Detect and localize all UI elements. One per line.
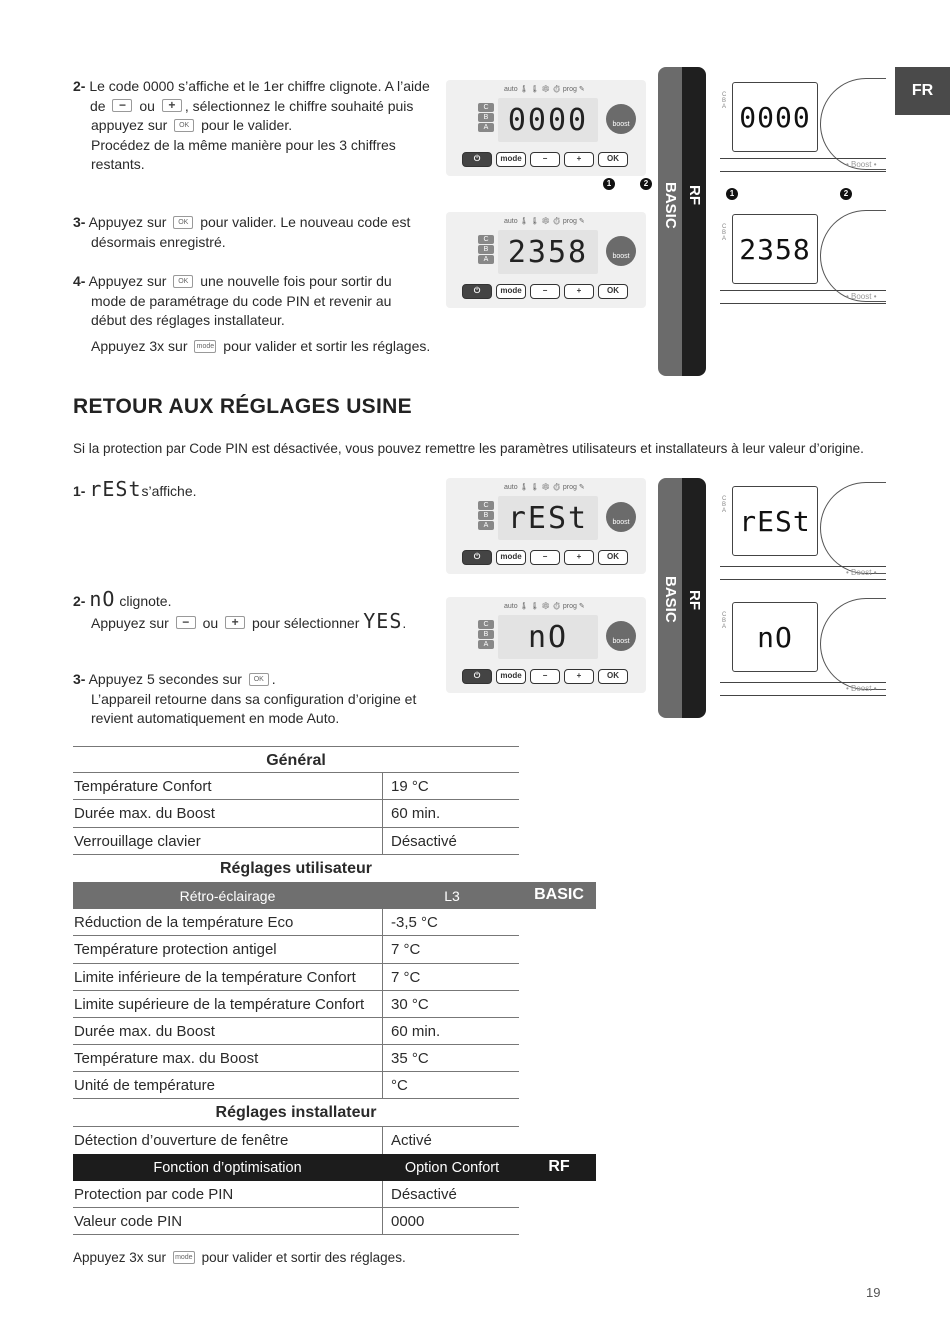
cba-indicator xyxy=(478,235,496,265)
ok-button: OK xyxy=(598,550,628,565)
device-screen xyxy=(498,496,598,540)
setting-name: Durée max. du Boost xyxy=(74,1022,215,1040)
a-indicator: A xyxy=(478,255,494,264)
setting-name: Température Confort xyxy=(74,778,212,796)
c-indicator: C xyxy=(478,501,494,510)
setting-value: °C xyxy=(391,1077,408,1095)
setting-value: 35 °C xyxy=(391,1050,429,1068)
dial-icon xyxy=(820,598,886,690)
mode-icons-row: auto 🌡 🌡 ❄ ⏱ prog ✎ xyxy=(504,484,585,491)
plus-key-icon: + xyxy=(225,616,245,629)
ok-key-icon: OK xyxy=(173,275,193,288)
screen-digits: 0000 xyxy=(739,100,811,134)
step-3-reset xyxy=(73,670,453,729)
plus-button: + xyxy=(564,284,594,299)
step-text: ou xyxy=(202,614,219,631)
step-number: 1- xyxy=(73,483,86,499)
step-3-pin xyxy=(73,213,443,252)
step-text: désormais enregistré. xyxy=(91,233,226,250)
step-text: Appuyez 3x sur xyxy=(73,1250,167,1265)
rf-button-bar xyxy=(720,158,886,172)
step-text: s’affiche. xyxy=(141,483,197,499)
table-section-header xyxy=(73,1099,519,1126)
setting-name: Durée max. du Boost xyxy=(74,805,215,823)
cba-indicator: C B A xyxy=(722,224,727,242)
segment-display-text: nO xyxy=(89,587,116,611)
step-text: revient automatiquement en mode Auto. xyxy=(91,710,340,726)
cba-indicator xyxy=(478,501,496,531)
callout-1-icon: 1 xyxy=(603,178,615,190)
factory-settings-table xyxy=(73,746,596,1235)
cba-indicator: C B A xyxy=(722,92,727,110)
table-row-rf xyxy=(73,1154,596,1181)
mode-key-icon: mode xyxy=(173,1251,195,1264)
step-number: 3- xyxy=(73,214,86,230)
ok-key-icon: OK xyxy=(249,673,269,686)
callout-2-icon: 2 xyxy=(840,188,852,200)
language-tab: FR xyxy=(895,67,950,115)
screen-digits: 2358 xyxy=(739,232,811,266)
step-text: Appuyez sur xyxy=(88,214,167,230)
mode-icons-row: auto 🌡 🌡 ❄ ⏱ prog ✎ xyxy=(504,218,585,225)
minus-button: − xyxy=(530,669,560,684)
mode-button: mode xyxy=(496,550,526,565)
setting-name: Rétro-éclairage xyxy=(179,887,276,904)
mode-icons-row: auto 🌡 🌡 ❄ ⏱ prog ✎ xyxy=(504,603,585,610)
c-indicator: C xyxy=(478,620,494,629)
a-indicator: A xyxy=(478,123,494,132)
device-screen xyxy=(498,615,598,659)
boost-bar-label: • Boost • xyxy=(846,684,877,693)
setting-value: Activé xyxy=(391,1131,432,1149)
screen-digits: 2358 xyxy=(507,234,589,270)
power-button-icon: ⏻ xyxy=(462,669,492,684)
table-row xyxy=(73,800,519,827)
table-row xyxy=(73,964,519,991)
c-indicator: C xyxy=(478,235,494,244)
setting-value: -3,5 °C xyxy=(391,914,438,932)
setting-value: 30 °C xyxy=(391,995,429,1013)
setting-value: L3 xyxy=(444,887,460,904)
boost-bar-label: • Boost • xyxy=(846,568,877,577)
device-panel-pin-2358 xyxy=(446,212,646,308)
setting-name: Verrouillage clavier xyxy=(74,832,201,850)
segment-display-text: rESt xyxy=(89,477,142,501)
table-section-header xyxy=(73,746,519,773)
cba-indicator: C B A xyxy=(722,496,727,514)
rf-screen xyxy=(732,214,818,284)
plus-button: + xyxy=(564,669,594,684)
table-row xyxy=(73,1181,519,1208)
step-1-reset xyxy=(73,477,443,502)
step-text: , sélectionnez le chiffre souhaité puis xyxy=(184,97,414,114)
minus-key-icon: − xyxy=(112,99,132,112)
step-4-pin xyxy=(73,272,443,331)
step-number: 2- xyxy=(73,593,86,609)
setting-value: 19 °C xyxy=(391,778,429,796)
mode-key-icon: mode xyxy=(194,340,216,353)
setting-value: 7 °C xyxy=(391,941,421,959)
section-header-text: Réglages utilisateur xyxy=(219,859,373,877)
section-header-text: Réglages installateur xyxy=(215,1104,377,1122)
model-tag: RF xyxy=(548,1157,570,1175)
boost-button: boost xyxy=(606,621,636,651)
minus-button: − xyxy=(530,152,560,167)
setting-value: Désactivé xyxy=(391,1186,457,1203)
minus-key-icon: − xyxy=(176,616,196,629)
step-text: Appuyez 5 secondes sur xyxy=(88,671,242,687)
page-number: 19 xyxy=(866,1285,881,1300)
setting-name: Température max. du Boost xyxy=(74,1050,259,1068)
rf-device-rest xyxy=(720,482,886,592)
step-number: 3- xyxy=(73,671,86,687)
setting-name: Température protection antigel xyxy=(74,941,277,959)
rf-button-bar xyxy=(720,566,886,580)
c-indicator: C xyxy=(478,103,494,112)
minus-button: − xyxy=(530,550,560,565)
setting-value: Option Confort xyxy=(404,1159,500,1176)
boost-button: boost xyxy=(606,236,636,266)
mode-button: mode xyxy=(496,284,526,299)
note-exit-settings xyxy=(91,337,471,357)
ok-button: OK xyxy=(598,669,628,684)
table-row xyxy=(73,1018,519,1045)
screen-digits: nO xyxy=(757,620,793,654)
step-text: Appuyez 3x sur xyxy=(91,338,188,354)
step-text: Appuyez sur xyxy=(88,273,167,289)
boost-bar-label: • Boost • xyxy=(846,160,877,169)
table-section-header xyxy=(73,855,519,882)
step-text: début des réglages installateur. xyxy=(91,312,285,328)
dial-icon xyxy=(820,78,886,170)
setting-name: Limite supérieure de la température Confort xyxy=(74,995,365,1013)
step-text: . xyxy=(402,614,407,631)
setting-name: Protection par code PIN xyxy=(74,1186,234,1203)
ok-key-icon: OK xyxy=(173,216,193,229)
step-text: mode de paramétrage du code PIN et revenir au xyxy=(91,292,392,309)
section-header-text: Général xyxy=(266,752,326,769)
step-text: de xyxy=(90,97,106,114)
power-button-icon: ⏻ xyxy=(462,152,492,167)
setting-name: Détection d’ouverture de fenêtre xyxy=(74,1131,289,1149)
callout-1-icon: 1 xyxy=(726,188,738,200)
rf-label: RF xyxy=(686,185,703,205)
ok-button: OK xyxy=(598,284,628,299)
section-intro: Si la protection par Code PIN est désactivée, vous pouvez remettre les paramètres utilisateurs et installateurs à leur valeur d’origine. xyxy=(73,441,864,456)
ok-key-icon: OK xyxy=(174,119,194,132)
table-row xyxy=(73,773,519,800)
minus-button: − xyxy=(530,284,560,299)
setting-value: 60 min. xyxy=(391,805,441,823)
rf-label: RF xyxy=(686,590,703,610)
rf-device-no xyxy=(720,598,886,708)
plus-button: + xyxy=(564,550,594,565)
step-number: 4- xyxy=(73,273,86,289)
a-indicator: A xyxy=(478,521,494,530)
a-indicator: A xyxy=(478,640,494,649)
plus-button: + xyxy=(564,152,594,167)
setting-name: Fonction d’optimisation xyxy=(153,1159,302,1176)
step-text: Le code 0000 s’affiche et le 1er chiffre clignote. A l’aide xyxy=(89,78,430,94)
device-screen xyxy=(498,230,598,274)
table-row xyxy=(73,909,519,936)
table-row xyxy=(73,1045,519,1072)
model-tag: BASIC xyxy=(534,885,584,903)
dial-icon xyxy=(820,482,886,574)
step-text: Appuyez sur xyxy=(91,614,169,631)
step-text: ou xyxy=(139,97,155,114)
plus-key-icon: + xyxy=(162,99,182,112)
b-indicator: B xyxy=(478,245,494,254)
step-text: une nouvelle fois pour sortir du xyxy=(200,273,392,289)
device-panel-rest xyxy=(446,478,646,574)
boost-bar-label: • Boost • xyxy=(846,292,877,301)
step-text: restants. xyxy=(91,156,145,172)
setting-value: 7 °C xyxy=(391,968,421,986)
table-row xyxy=(73,828,519,855)
rf-screen xyxy=(732,82,818,152)
table-row xyxy=(73,991,519,1018)
device-buttons xyxy=(462,550,628,565)
screen-digits: 0000 xyxy=(507,102,589,138)
step-text: pour le valider. xyxy=(201,117,293,133)
setting-name: Réduction de la température Eco xyxy=(74,914,294,932)
setting-name: Unité de température xyxy=(74,1077,215,1095)
step-text: appuyez sur xyxy=(91,117,168,133)
power-button-icon: ⏻ xyxy=(462,550,492,565)
step-text: Procédez de la même manière pour les 3 chiffres xyxy=(91,136,396,153)
b-indicator: B xyxy=(478,630,494,639)
screen-digits: nO xyxy=(527,619,569,655)
rf-button-bar xyxy=(720,290,886,304)
device-panel-pin-0000 xyxy=(446,80,646,176)
step-text: pour valider et sortir les réglages. xyxy=(223,338,431,354)
device-buttons xyxy=(462,152,628,167)
setting-value: 0000 xyxy=(391,1213,425,1231)
mode-button: mode xyxy=(496,669,526,684)
step-text: clignote. xyxy=(119,593,172,609)
cba-indicator xyxy=(478,620,496,650)
model-strip-top xyxy=(658,67,706,376)
device-panel-no xyxy=(446,597,646,693)
step-2-pin xyxy=(73,77,443,175)
step-text: pour sélectionner xyxy=(251,614,360,631)
table-row-basic xyxy=(73,882,596,909)
table-row xyxy=(73,1208,519,1235)
mode-button: mode xyxy=(496,152,526,167)
section-title: RETOUR AUX RÉGLAGES USINE xyxy=(73,395,412,418)
model-strip-bottom xyxy=(658,478,706,718)
mode-icons-row: auto 🌡 🌡 ❄ ⏱ prog ✎ xyxy=(504,86,585,93)
callout-2-icon: 2 xyxy=(640,178,652,190)
step-text: pour valider et sortir des réglages. xyxy=(201,1250,406,1265)
rf-button-bar xyxy=(720,682,886,696)
setting-value: Désactivé xyxy=(391,832,457,850)
device-buttons xyxy=(462,669,628,684)
rf-device-pin-0000 xyxy=(720,78,886,188)
b-indicator: B xyxy=(478,511,494,520)
step-text: pour valider. Le nouveau code est xyxy=(200,214,411,230)
step-2-reset xyxy=(73,587,453,633)
dial-icon xyxy=(820,210,886,302)
table-row xyxy=(73,1127,519,1154)
device-screen xyxy=(498,98,598,142)
boost-button: boost xyxy=(606,502,636,532)
setting-name: Valeur code PIN xyxy=(74,1213,183,1231)
table-row xyxy=(73,936,519,963)
basic-label: BASIC xyxy=(662,576,679,623)
setting-name: Limite inférieure de la température Confort xyxy=(74,968,356,986)
ok-button: OK xyxy=(598,152,628,167)
cba-indicator xyxy=(478,103,496,133)
step-text: . xyxy=(271,671,276,687)
cba-indicator: C B A xyxy=(722,612,727,630)
boost-button: boost xyxy=(606,104,636,134)
power-button-icon: ⏻ xyxy=(462,284,492,299)
rf-screen xyxy=(732,602,818,672)
segment-display-text: YES xyxy=(363,608,403,633)
step-number: 2- xyxy=(73,78,86,94)
screen-digits: rESt xyxy=(507,500,589,536)
setting-value: 60 min. xyxy=(391,1022,441,1040)
rf-screen xyxy=(732,486,818,556)
step-text: L’appareil retourne dans sa configuration d’origine et xyxy=(91,690,417,707)
basic-label: BASIC xyxy=(662,182,679,229)
rf-strip xyxy=(682,67,706,376)
table-row xyxy=(73,1072,519,1099)
device-buttons xyxy=(462,284,628,299)
screen-digits: rESt xyxy=(739,504,811,538)
b-indicator: B xyxy=(478,113,494,122)
final-note xyxy=(73,1250,406,1265)
rf-device-pin-2358 xyxy=(720,210,886,320)
